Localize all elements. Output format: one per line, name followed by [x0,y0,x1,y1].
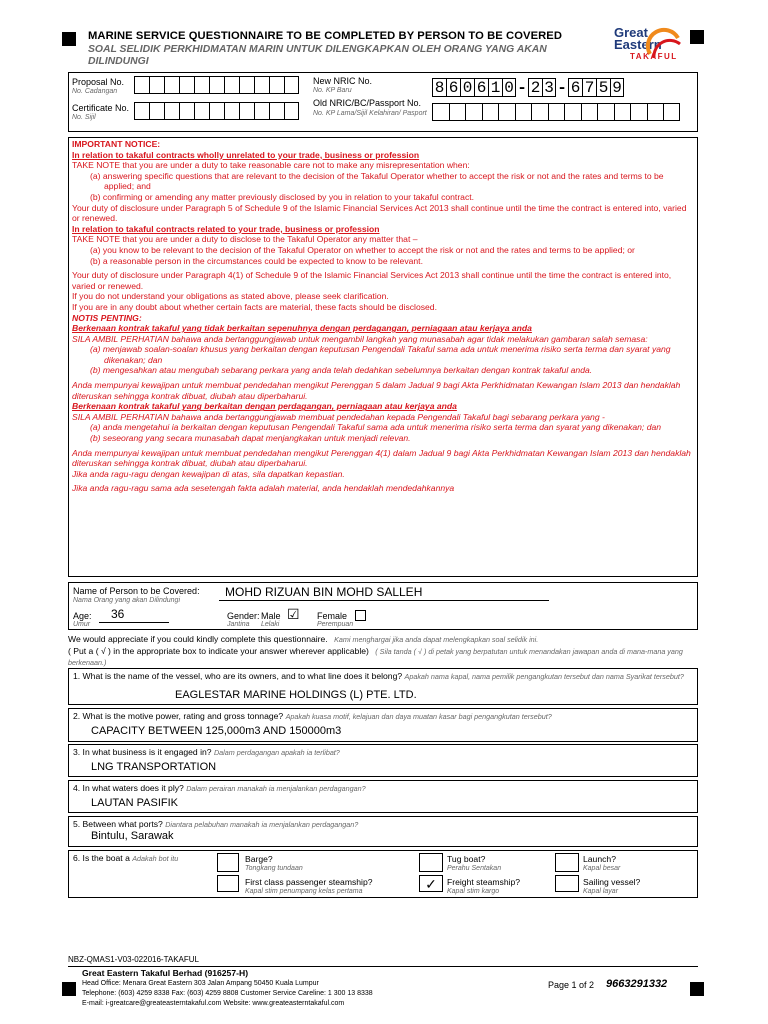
question-3-text: 3. In what business is it engaged in? [73,747,212,757]
notice-s2-doubt: If you are in any doubt about whether certain facts are material, these facts should be disclosed. [72,301,437,312]
question-2-answer[interactable]: CAPACITY BETWEEN 125,000m3 AND 150000m3 [91,725,342,737]
nric-digit: 9 [610,78,624,97]
new-nric-sublabel: No. KP Baru [313,87,352,94]
notice-s2-a: (a) you know to be relevant to the decision of the Takaful Operator on whether to accept the risk or not and the rates and terms to be applied; or [90,244,635,255]
notice-s1-heading: In relation to takaful contracts wholly unrelated to your trade, business or profession [72,149,420,160]
person-name-sublabel: Nama Orang yang akan Dilindungi [73,597,181,604]
registration-mark-top-right [690,30,704,44]
question-5-answer[interactable]: Bintulu, Sarawak [91,830,174,842]
gender-label: Gender: [227,611,260,621]
important-notice [68,137,698,577]
company-email: E-mail: i-greatcare@greateasterntakaful.com Website: www.greateasterntakaful.com [82,1000,345,1007]
female-label: Female [317,611,348,621]
person-name-label: Name of Person to be Covered: [73,586,200,596]
steamship-checkbox[interactable] [217,875,239,892]
great-eastern-logo [608,24,684,70]
notice-s2-intro: TAKE NOTE that you are under a duty to disclose to the Takaful Operator any matter that – [72,234,418,245]
gender-sublabel: Jantina [227,621,250,628]
nric-dash: - [557,78,567,97]
sailing-vessel-checkbox[interactable] [555,875,579,892]
barge-sublabel: Tongkang tundaan [245,865,303,872]
question-3-malay: Dalam perdagangan apakah ia terlibat? [213,748,340,757]
notice-m2-b: (b) seseorang yang secara munasabah dapat menjangkakan untuk menjadi relevan. [90,433,411,444]
form-subtitle: SOAL SELIDIK PERKHIDMATAN MARIN UNTUK DILENGKAPKAN OLEH ORANG YANG AKAN DILINDUNGI [88,44,547,67]
nric-digit: 0 [502,78,516,97]
steamship-sublabel: Kapal stim penumpang kelas pertama [245,888,363,895]
nric-digit: 6 [446,78,460,97]
notice-s1-b: (b) confirming or amending any matter previously disclosed by you in relation to your takaful contract. [90,191,475,202]
tug-boat-checkbox[interactable] [419,853,443,872]
notice-s1-duty: Your duty of disclosure under Paragraph 5 of Schedule 9 of the Islamic Financial Services Act 2013 shall continue until the time the contract is entered into, varied or renewed. [72,202,687,224]
reference-number: 9663291332 [606,978,668,990]
notice-m2-clarify: Jika anda ragu-ragu dengan kewajipan di atas, sila dapatkan kepastian. [72,468,345,479]
freight-steamship-label: Freight steamship? [447,877,521,887]
nric-digit: 8 [432,78,446,97]
steamship-label: First class passenger steamship? [245,877,373,887]
age-sublabel: Umur [73,621,91,628]
question-4 [68,780,698,813]
registration-mark-bottom-right [690,982,704,996]
male-label: Male [261,611,281,621]
question-2-malay: Apakah kuasa motif, kelajuan dan daya muatan kasar bagi pengangkutan tersebut? [285,712,552,721]
notice-m2-doubt: Jika anda ragu-ragu sama ada sesetengah fakta adalah material, anda hendaklah mendedahkannya [72,483,455,494]
question-5 [68,816,698,847]
logo-text-eastern: Eastern [614,37,662,52]
question-6-malay: Adakah bot itu [132,854,179,863]
nric-digit: 1 [488,78,502,97]
sailing-vessel-sublabel: Kapal layar [583,888,619,895]
barge-checkbox[interactable] [217,853,239,872]
proposal-number-field[interactable] [134,76,299,94]
person-name-input[interactable]: MOHD RIZUAN BIN MOHD SALLEH [219,585,549,601]
age-label: Age: [73,611,92,621]
female-sublabel: Perempuan [317,621,354,628]
form-title: MARINE SERVICE QUESTIONNAIRE TO BE COMPLETED BY PERSON TO BE COVERED [88,30,563,42]
freight-steamship-checkbox[interactable]: ✓ [419,875,443,892]
question-1-text: 1. What is the name of the vessel, who are its owners, and to what line does it belong? [73,671,403,681]
registration-mark-bottom-left [62,982,76,996]
question-3-answer[interactable]: LNG TRANSPORTATION [91,761,217,773]
question-5-malay: Diantara pelabuhan manakah ia menjalankan perdagangan? [165,820,359,829]
intro-line1-malay: Kami menghargai jika anda dapat melengkapkan soal selidik ini. [334,635,539,644]
nric-digit: 5 [596,78,610,97]
freight-steamship-sublabel: Kapal stim kargo [447,888,500,895]
question-5-text: 5. Between what ports? [73,819,163,829]
nric-digit: 2 [528,78,542,97]
notice-m2-heading: Berkenaan kontrak takaful yang berkaitan dengan perdagangan, perniagaan atau kerjaya anda [72,401,457,412]
nric-digit: 6 [474,78,488,97]
old-nric-sublabel: No. KP Lama/Sijil Kelahiran/ Pasport [313,110,427,117]
notice-s2-heading: In relation to takaful contracts related to your trade, business or profession [72,223,380,234]
question-4-malay: Dalam perairan manakah ia menjalankan perdagangan? [186,784,366,793]
male-checkbox[interactable]: ☑ [287,606,300,622]
notice-m1-heading: Berkenaan kontrak takaful yang tidak berkaitan sepenuhnya dengan perdagangan, perniagaan atau kerjaya anda [72,323,532,334]
female-checkbox[interactable] [355,610,366,621]
notice-m2-duty: Anda mempunyai kewajipan untuk membuat pendedahan mengikut Perenggan 4(1) dalam Jadual 9 bagi Akta Perkhidmatan Kewangan Islam 2013 dan hendaklah diteruskan sehingga kontrak dibuat, diubah atau diperbaharui. [72,447,691,469]
nric-dash: - [517,78,527,97]
question-4-text: 4. In what waters does it ply? [73,783,184,793]
notice-m2-intro: SILA AMBIL PERHATIAN bahawa anda bertanggungjawab membuat pendedahan kepada Pengendali Takaful bagi sebarang perkara yang - [72,411,605,422]
company-name: Great Eastern Takaful Berhad (916257-H) [82,968,249,978]
notice-m1-duty: Anda mempunyai kewajipan untuk membuat pendedahan mengikut Perenggan 5 dalam Jadual 9 bagi Akta Perkhidmatan Kewangan Islam 2013 dan hendaklah diteruskan sehingga kontrak dibuat, diubah atau diperbaharui. [72,380,681,401]
question-1 [68,668,698,705]
proposal-sublabel: No. Cadangan [72,88,118,95]
barge-label: Barge? [245,854,273,864]
question-6-text: 6. Is the boat a [73,853,130,863]
question-6 [68,850,698,898]
person-details [68,582,698,630]
nric-digit: 0 [460,78,474,97]
notice-s2-clarify: If you do not understand your obligations as stated above, please seek clarification. [72,291,389,302]
notice-s2-duty: Your duty of disclosure under Paragraph 4(1) of Schedule 9 of the Islamic Financial Services Act 2013 shall continue until the time the contract is entered into, varied or renewed. [72,270,672,291]
launch-sublabel: Kapal besar [583,865,621,872]
form-code: NBZ-QMAS1-V03-022016-TAKAFUL [68,955,200,964]
certificate-sublabel: No. Sijil [72,114,96,121]
logo-text-takaful: TAKAFUL [630,52,678,61]
new-nric-label: New NRIC No. [313,76,373,86]
notice-m2-a: (a) anda mengetahui ia berkaitan dengan keputusan Pengendali Takaful sama ada untuk menerima risiko serta terma dan syarat yang dikenakan; dan [90,422,662,433]
age-input[interactable]: 36 [99,607,169,623]
questionnaire-intro [68,634,698,669]
tug-boat-sublabel: Perahu Sentakan [447,865,502,872]
new-nric-field[interactable] [432,78,624,97]
proposal-label: Proposal No. [72,77,125,87]
notice-s1-intro: TAKE NOTE that you are under a duty to take reasonable care not to make any misrepresentation when: [72,160,470,171]
certificate-label: Certificate No. [72,103,130,113]
notice-m1-intro: SILA AMBIL PERHATIAN bahawa anda bertanggungjawab untuk mengambil langkah yang munasabah agar tidak melakukan gambaran salah semasa: [72,333,648,344]
intro-line1: We would appreciate if you could kindly complete this questionnaire. [68,634,328,644]
company-address: Head Office: Menara Great Eastern 303 Jalan Ampang 50450 Kuala Lumpur [82,980,319,987]
sailing-vessel-label: Sailing vessel? [583,877,641,887]
question-1-malay: Apakah nama kapal, nama pemilik pengangkutan tersebut dan nama Syarikat tersebut? [404,672,684,681]
question-2-text: 2. What is the motive power, rating and gross tonnage? [73,711,284,721]
question-2 [68,708,698,742]
nric-digit: 7 [582,78,596,97]
question-3 [68,744,698,777]
tug-boat-label: Tug boat? [447,854,486,864]
question-1-answer[interactable]: EAGLESTAR MARINE HOLDINGS (L) PTE. LTD. [175,689,417,701]
notice-malay-heading: NOTIS PENTING: [72,312,142,323]
logo-text-great: Great [614,25,648,40]
notice-s1-a: (a) answering specific questions that are relevant to the decision of the Takaful Operator whether to accept the risk or not and the rates and terms to be applied; and [90,170,664,192]
notice-s2-b: (b) a reasonable person in the circumstances could be expected to know to be relevant. [90,255,423,266]
page-number: Page 1 of 2 [548,980,595,990]
company-phone: Telephone: (603) 4259 8338 Fax: (603) 4259 8808 Customer Service Careline: 1 300 13 8338 [82,990,373,997]
notice-m1-a: (a) menjawab soalan-soalan khusus yang berkaitan dengan keputusan Pengendali Takaful sama ada untuk menerima risiko serta terma dan syarat yang dikenakan; dan [90,344,671,365]
nric-digit: 3 [542,78,556,97]
registration-mark-top-left [62,32,76,46]
old-nric-label: Old NRIC/BC/Passport No. [313,98,422,108]
old-nric-field[interactable] [432,103,680,121]
launch-checkbox[interactable] [555,853,579,872]
male-sublabel: Lelaki [261,621,280,628]
certificate-number-field[interactable] [134,102,299,120]
launch-label: Launch? [583,854,616,864]
intro-line2: ( Put a ( √ ) in the appropriate box to indicate your answer wherever applicable) [68,645,369,656]
intro-line2-malay: ( Sila tanda ( √ ) di petak yang berpatutan untuk menandakan jawapan anda di mana-mana yang berkenaan.) [68,646,683,668]
footer-divider [68,966,698,967]
notice-m1-b: (b) mengesahkan atau mengubah sebarang perkara yang anda telah dedahkan sebelumnya berkaitan dengan kontrak takaful anda. [90,365,593,376]
notice-heading: IMPORTANT NOTICE: [72,139,161,149]
nric-digit: 6 [568,78,582,97]
question-4-answer[interactable]: LAUTAN PASIFIK [91,797,179,809]
